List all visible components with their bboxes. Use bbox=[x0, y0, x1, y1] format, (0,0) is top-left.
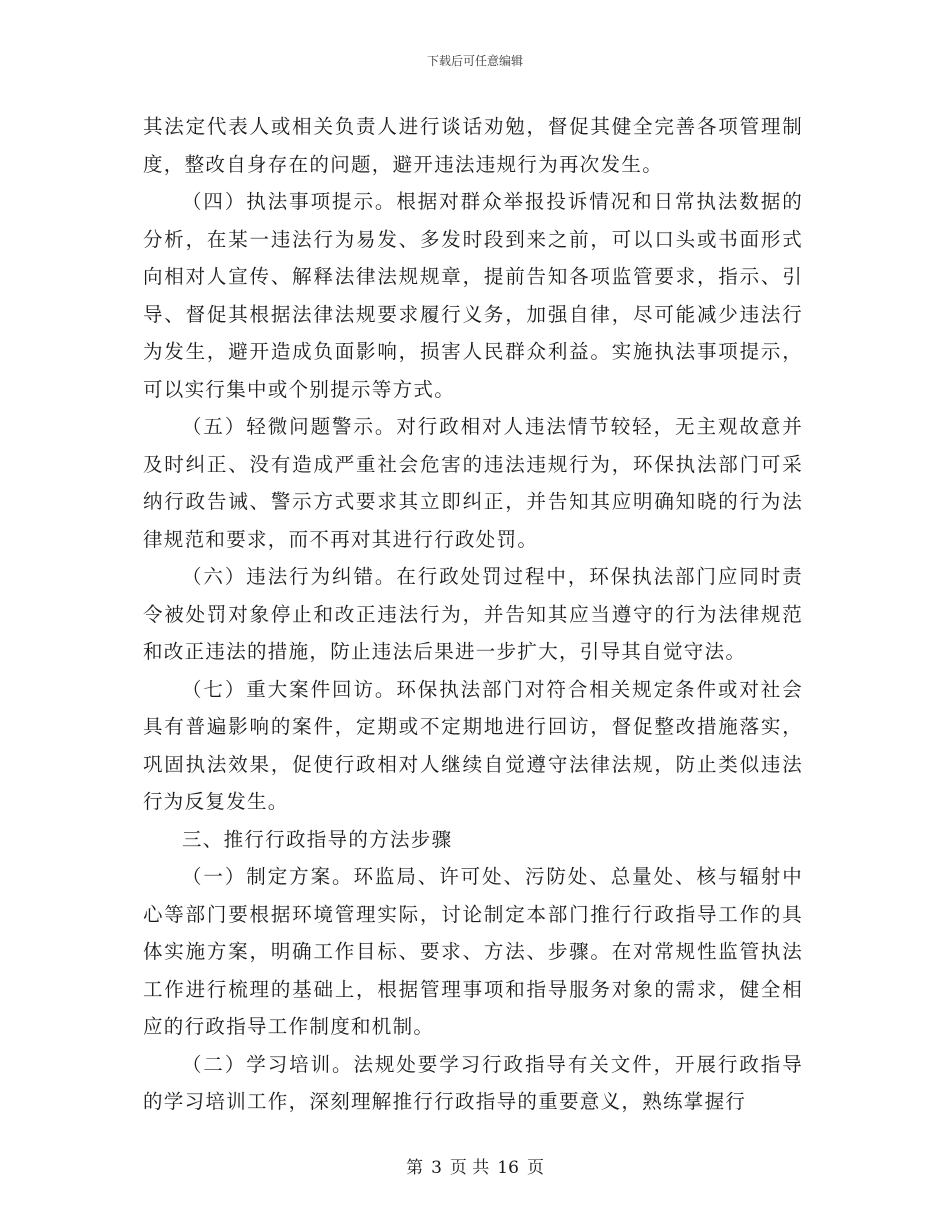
paragraph-minor-issue-warning: （五）轻微问题警示。对行政相对人违法情节较轻，无主观故意并及时纠正、没有造成严重社会危害的违法违规行为，环保执法部门可采纳行政告诫、警示方式要求其立即纠正，并告知其应明确知晓的行为法律规范和要求，而不再对其进行行政处罚。 bbox=[143, 415, 803, 551]
section-heading-methods: 三、推行行政指导的方法步骤 bbox=[182, 827, 453, 851]
paragraph-enforcement-reminder: （四）执法事项提示。根据对群众举报投诉情况和日常执法数据的分析，在某一违法行为易发、多发时段到来之前，可以口头或书面形式向相对人宣传、解释法律法规规章，提前告知各项监管要求，指示、引导、督促其根据法律法规要求履行义务，加强自律，尽可能减少违法行为发生，避开造成负面影响，损害人民群众利益。实施执法事项提示，可以实行集中或个别提示等方式。 bbox=[143, 190, 803, 401]
footer-middle: 页 共 bbox=[449, 1158, 490, 1178]
paragraph-formulate-plan: （一）制定方案。环监局、许可处、污防处、总量处、核与辐射中心等部门要根据环境管理实际，讨论制定本部门推行行政指导工作的具体实施方案，明确工作目标、要求、方法、步骤。在对常规性监管执法工作进行梳理的基础上，根据管理事项和指导服务对象的需求，健全相应的行政指导工作制度和机制。 bbox=[143, 865, 803, 1038]
page-header: 下载后可任意编辑 bbox=[426, 54, 523, 68]
paragraph-study-training: （二）学习培训。法规处要学习行政指导有关文件，开展行政指导的学习培训工作，深刻理解推行行政指导的重要意义，熟练掌握行 bbox=[143, 1052, 803, 1113]
total-pages-number: 16 bbox=[497, 1158, 519, 1178]
footer-suffix: 页 bbox=[526, 1158, 544, 1178]
footer-prefix: 第 bbox=[406, 1158, 424, 1178]
paragraph-continued: 其法定代表人或相关负责人进行谈话劝勉，督促其健全完善各项管理制度，整改自身存在的问题，避开违法违规行为再次发生。 bbox=[143, 115, 803, 176]
page-footer bbox=[0, 1153, 950, 1178]
paragraph-violation-correction: （六）违法行为纠错。在行政处罚过程中，环保执法部门应同时责令被处罚对象停止和改正违法行为，并告知其应当遵守的行为法律规范和改正违法的措施，防止违法后果进一步扩大，引导其自觉守法。 bbox=[143, 565, 803, 663]
document-body bbox=[143, 108, 803, 1121]
current-page-number: 3 bbox=[431, 1158, 442, 1178]
paragraph-major-case-revisit: （七）重大案件回访。环保执法部门对符合相关规定条件或对社会具有普遍影响的案件，定期或不定期地进行回访，督促整改措施落实，巩固执法效果，促使行政相对人继续自觉遵守法律法规，防止类似违法行为反复发生。 bbox=[143, 677, 803, 813]
